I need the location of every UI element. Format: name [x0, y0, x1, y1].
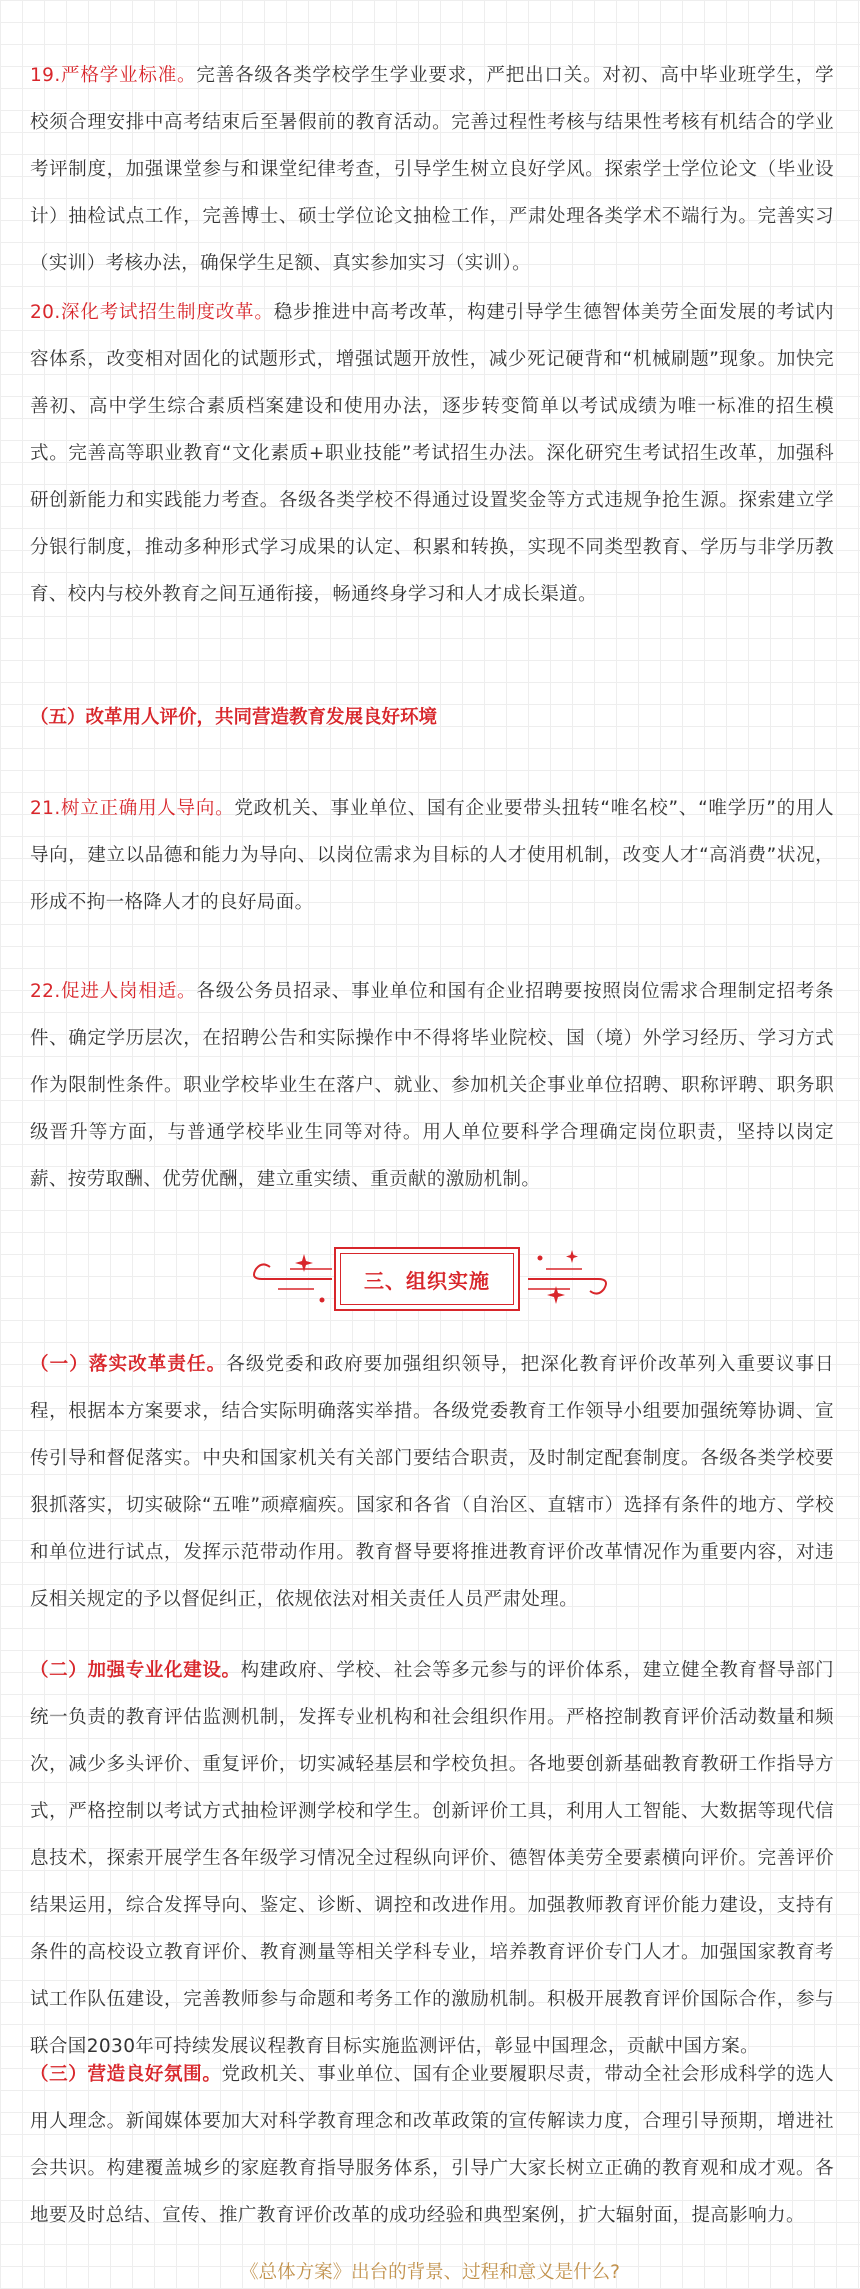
item-22-label: 22.促进人岗相适。 — [30, 981, 197, 1002]
part-1-label: （一）落实改革责任。 — [30, 1354, 227, 1375]
banner-title-box — [334, 1247, 520, 1311]
item-21-paragraph — [30, 785, 834, 926]
item-21-label: 21.树立正确用人导向。 — [30, 798, 235, 819]
item-20-text: 稳步推进中高考改革，构建引导学生德智体美劳全面发展的考试内容体系，改变相对固化的试题形式，增强试题开放性，减少死记硬背和“机械刷题”现象。加快完善初、高中学生综合素质档案建设和使用办法，逐步转变简单以考试成绩为唯一标准的招生模式。完善高等职业教育“文化素质+职业技能”考试招生办法。深化研究生考试招生改革，加强科研创新能力和实践能力考查。各级各类学校不得通过设置奖金等方式违规争抢生源。探索建立学分银行制度，推动多种形式学习成果的认定、积累和转换，实现不同类型教育、学历与非学历教育、校内与校外教育之间互通衔接，畅通终身学习和人才成长渠道。 — [30, 302, 834, 605]
part-3-paragraph — [30, 2051, 834, 2239]
part-2-text: 构建政府、学校、社会等多元参与的评价体系，建立健全教育督导部门统一负责的教育评估监测机制，发挥专业机构和社会组织作用。严格控制教育评价活动数量和频次，减少多头评价、重复评价，切实减轻基层和学校负担。各地要创新基础教育教研工作指导方式，严格控制以考试方式抽检评测学校和学生。创新评价工具，利用人工智能、大数据等现代信息技术，探索开展学生各年级学习情况全过程纵向评价、德智体美劳全要素横向评价。完善评价结果运用，综合发挥导向、鉴定、诊断、调控和改进作用。加强教师教育评价能力建设，支持有条件的高校设立教育评价、教育测量等相关学科专业，培养教育评价专门人才。加强国家教育考试工作队伍建设，完善教师参与命题和考务工作的激励机制。积极开展教育评价国际合作，参与联合国2030年可持续发展议程教育目标实施监测评估，彰显中国理念，贡献中国方案。 — [30, 1660, 834, 2057]
part-2-paragraph — [30, 1647, 834, 2070]
item-22-paragraph — [30, 968, 834, 1203]
related-question-link[interactable]: 《总体方案》出台的背景、过程和意义是什么? — [240, 2262, 620, 2283]
item-21-text: 党政机关、事业单位、国有企业要带头扭转“唯名校”、“唯学历”的用人导向，建立以品德和能力为导向、以岗位需求为目标的人才使用机制，改变人才“高消费”状况，形成不拘一格降人才的良好局面。 — [30, 798, 834, 913]
item-20-paragraph — [30, 289, 834, 618]
part-1-text: 各级党委和政府要加强组织领导，把深化教育评价改革列入重要议事日程，根据本方案要求，结合实际明确落实举措。各级党委教育工作领导小组要加强统筹协调、宣传引导和督促落实。中央和国家机关有关部门要结合职责，及时制定配套制度。各级各类学校要狠抓落实，切实破除“五唯”顽瘴痼疾。国家和各省（自治区、直辖市）选择有条件的地方、学校和单位进行试点，发挥示范带动作用。教育督导要将推进教育评价改革情况作为重要内容，对违反相关规定的予以督促纠正，依规依法对相关责任人员严肃处理。 — [30, 1354, 834, 1610]
section-banner — [252, 1236, 608, 1322]
item-19-label: 19.严格学业标准。 — [30, 65, 197, 86]
section-heading: （五）改革用人评价，共同营造教育发展良好环境 — [30, 707, 438, 728]
item-19-text: 完善各级各类学校学生学业要求，严把出口关。对初、高中毕业班学生，学校须合理安排中高考结束后至暑假前的教育活动。完善过程性考核与结果性考核有机结合的学业考评制度，加强课堂参与和课堂纪律考查，引导学生树立良好学风。探索学士学位论文（毕业设计）抽检试点工作，完善博士、硕士学位论文抽检工作，严肃处理各类学术不端行为。完善实习（实训）考核办法，确保学生足额、真实参加实习（实训）。 — [30, 65, 835, 274]
banner-title: 三、组织实施 — [340, 1253, 514, 1305]
item-20-label: 20.深化考试招生制度改革。 — [30, 302, 274, 323]
item-22-text: 各级公务员招录、事业单位和国有企业招聘要按照岗位需求合理制定招考条件、确定学历层次，在招聘公告和实际操作中不得将毕业院校、国（境）外学习经历、学习方式作为限制性条件。职业学校毕业生在落户、就业、参加机关企事业单位招聘、职称评聘、职务职级晋升等方面，与普通学校毕业生同等对待。用人单位要科学合理确定岗位职责，坚持以岗定薪、按劳取酬、优劳优酬，建立重实绩、重贡献的激励机制。 — [30, 981, 835, 1190]
part-1-paragraph — [30, 1341, 834, 1623]
item-19-paragraph — [30, 52, 834, 287]
part-2-label: （二）加强专业化建设。 — [30, 1660, 241, 1681]
part-3-label: （三）营造良好氛围。 — [30, 2064, 222, 2085]
part-3-text: 党政机关、事业单位、国有企业要履职尽责，带动全社会形成科学的选人用人理念。新闻媒体要加大对科学教育理念和改革政策的宣传解读力度，合理引导预期，增进社会共识。构建覆盖城乡的家庭教育指导服务体系，引导广大家长树立正确的教育观和成才观。各地要及时总结、宣传、推广教育评价改革的成功经验和典型案例，扩大辐射面，提高影响力。 — [30, 2064, 834, 2226]
